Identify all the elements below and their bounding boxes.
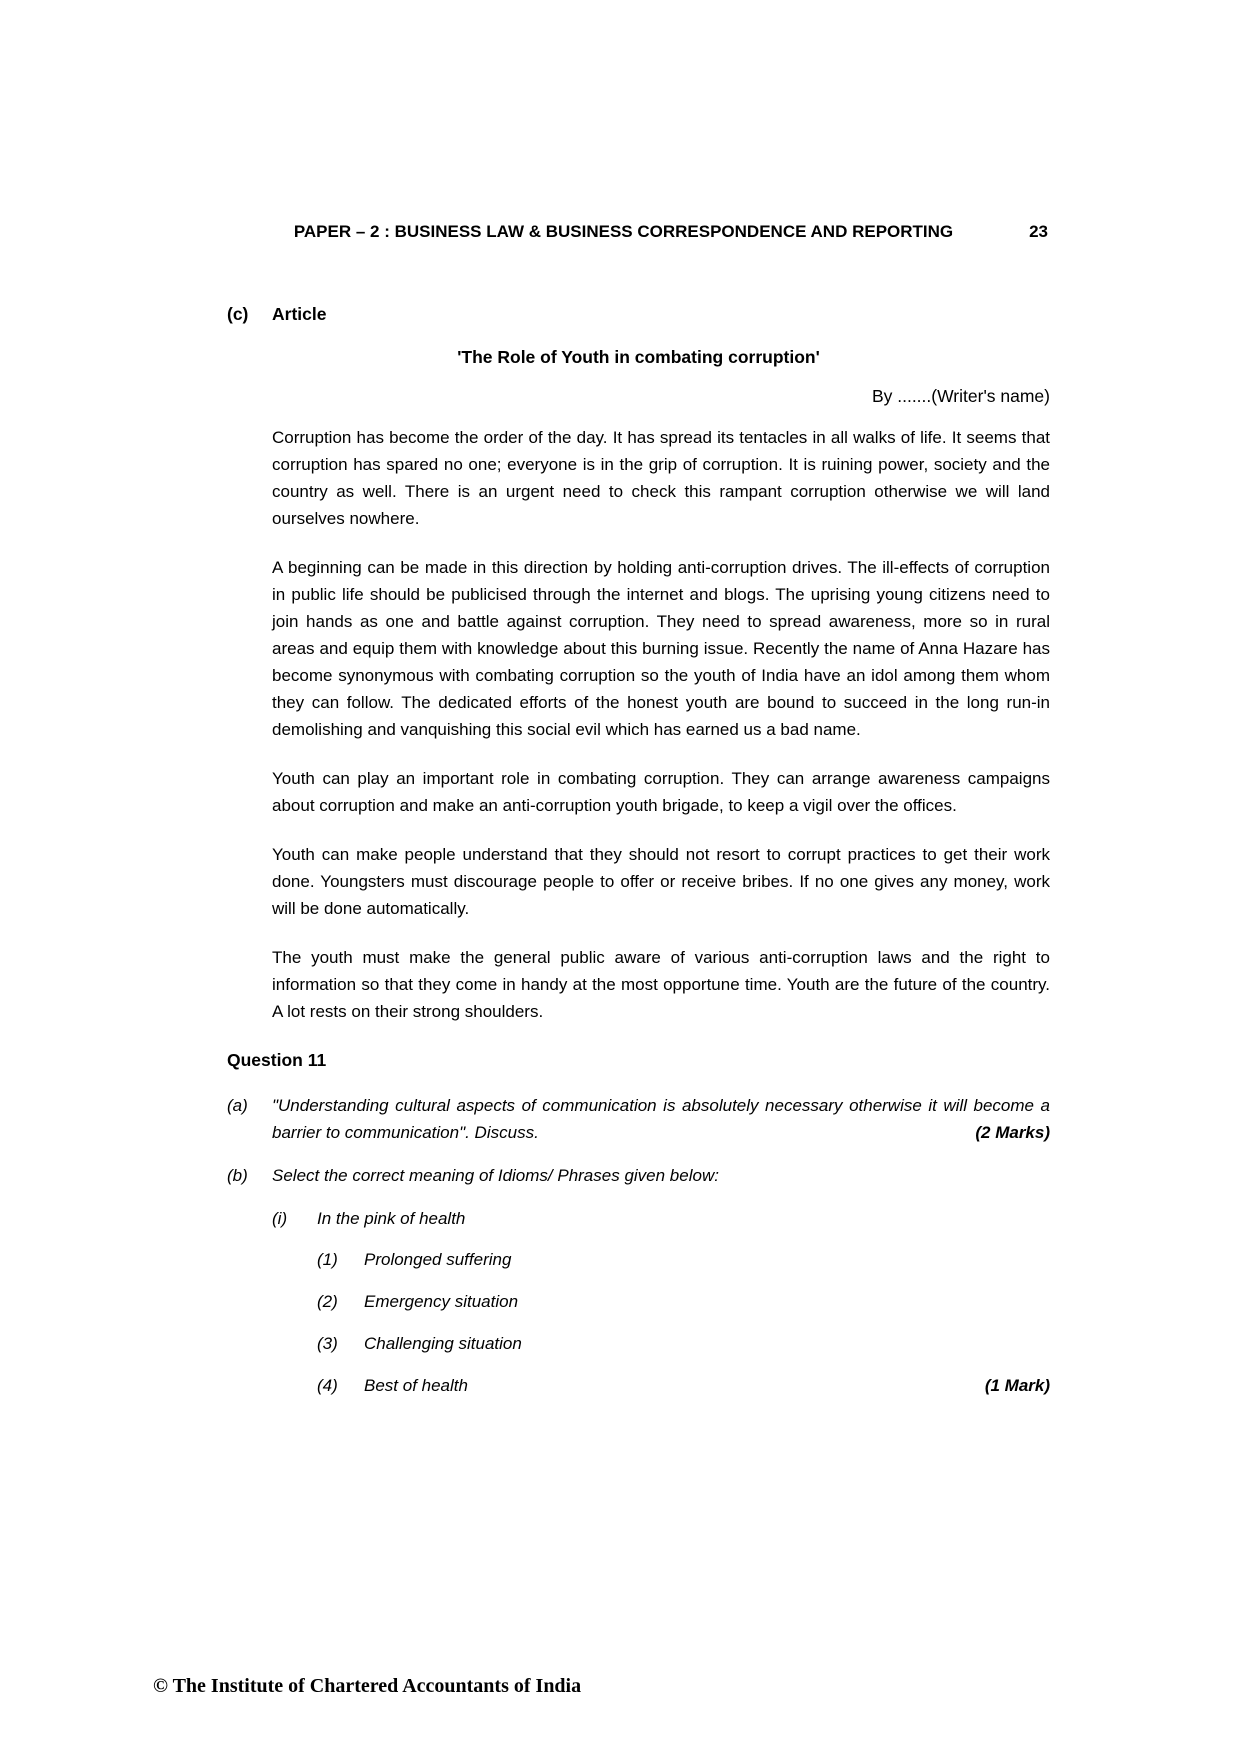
option-text: Emergency situation	[364, 1292, 519, 1311]
page-number: 23	[1029, 222, 1048, 241]
option-label: (2)	[317, 1292, 338, 1311]
marks-badge: (1 Mark)	[984, 1376, 1050, 1395]
question-heading: Question 11	[227, 1050, 327, 1070]
article-paragraph: Youth can make people understand that they should not resort to corrupt practices to get their work done. Youngsters must discourage people to offer or receive bribes. If no one gives any money, work will be done automatically.	[272, 845, 1050, 918]
page-content	[227, 222, 1050, 1414]
item-label: (a)	[227, 1096, 248, 1115]
sub-item-label: (i)	[272, 1209, 288, 1228]
page-header	[227, 222, 1050, 242]
item-label: (b)	[227, 1166, 248, 1185]
article-paragraph: Youth can play an important role in combating corruption. They can arrange awareness campaigns about corruption and make an anti-corruption youth brigade, to keep a vigil over the offices.	[272, 769, 1050, 815]
article-paragraph: A beginning can be made in this direction by holding anti-corruption drives. The ill-effects of corruption in public life should be publicised through the internet and blogs. The uprising young citizens need to join hands as one and battle against corruption. They need to spread awareness, more so in rural areas and equip them with knowledge about this burning issue. Recently the name of Anna Hazare has become synonymous with combating corruption so the youth of India have an idol among them whom they can follow. The dedicated efforts of the honest youth are bound to succeed in the long run-in demolishing and vanquishing this social evil which has earned us a bad name.	[272, 558, 1050, 739]
footer-copyright: © The Institute of Chartered Accountants of India	[153, 1675, 582, 1697]
marks-badge: (2 Marks)	[975, 1123, 1050, 1142]
item-text-body: "Understanding cultural aspects of communication is absolutely necessary otherwise it will become a barrier to communication". Discuss.	[272, 1096, 1050, 1142]
option-text: Challenging situation	[364, 1334, 522, 1353]
section-heading: Article	[272, 304, 327, 324]
option-row	[317, 1246, 1050, 1273]
option-label: (1)	[317, 1250, 338, 1269]
article-byline: By .......(Writer's name)	[871, 386, 1050, 406]
section-heading-row	[227, 303, 1050, 325]
item-text	[272, 1092, 1050, 1146]
option-row	[317, 1288, 1050, 1315]
question-item-a	[227, 1092, 1050, 1146]
section-label: (c)	[227, 304, 249, 324]
option-text: Prolonged suffering	[364, 1250, 512, 1269]
option-label: (3)	[317, 1334, 338, 1353]
sub-item-i	[272, 1205, 1050, 1232]
article-paragraph: Corruption has become the order of the day. It has spread its tentacles in all walks of life. It seems that corruption has spared no one; everyone is in the grip of corruption. It is ruining power, society and the country as well. There is an urgent need to check this rampant corruption otherwise we will land ourselves nowhere.	[272, 428, 1050, 528]
article-paragraph: The youth must make the general public aware of various anti-corruption laws and the right to information so that they come in handy at the most opportune time. Youth are the future of the country. A lot rests on their strong shoulders.	[272, 948, 1050, 1021]
option-text: Best of health	[364, 1376, 468, 1395]
item-text: Select the correct meaning of Idioms/ Phrases given below:	[272, 1166, 719, 1185]
option-row	[317, 1330, 1050, 1357]
question-item-b	[227, 1162, 1050, 1189]
option-label: (4)	[317, 1376, 338, 1395]
option-row	[317, 1372, 1050, 1399]
header-title: PAPER – 2 : BUSINESS LAW & BUSINESS CORRESPONDENCE AND REPORTING	[293, 222, 954, 241]
sub-item-text: In the pink of health	[317, 1209, 466, 1228]
article-title: 'The Role of Youth in combating corruption'	[457, 347, 820, 367]
